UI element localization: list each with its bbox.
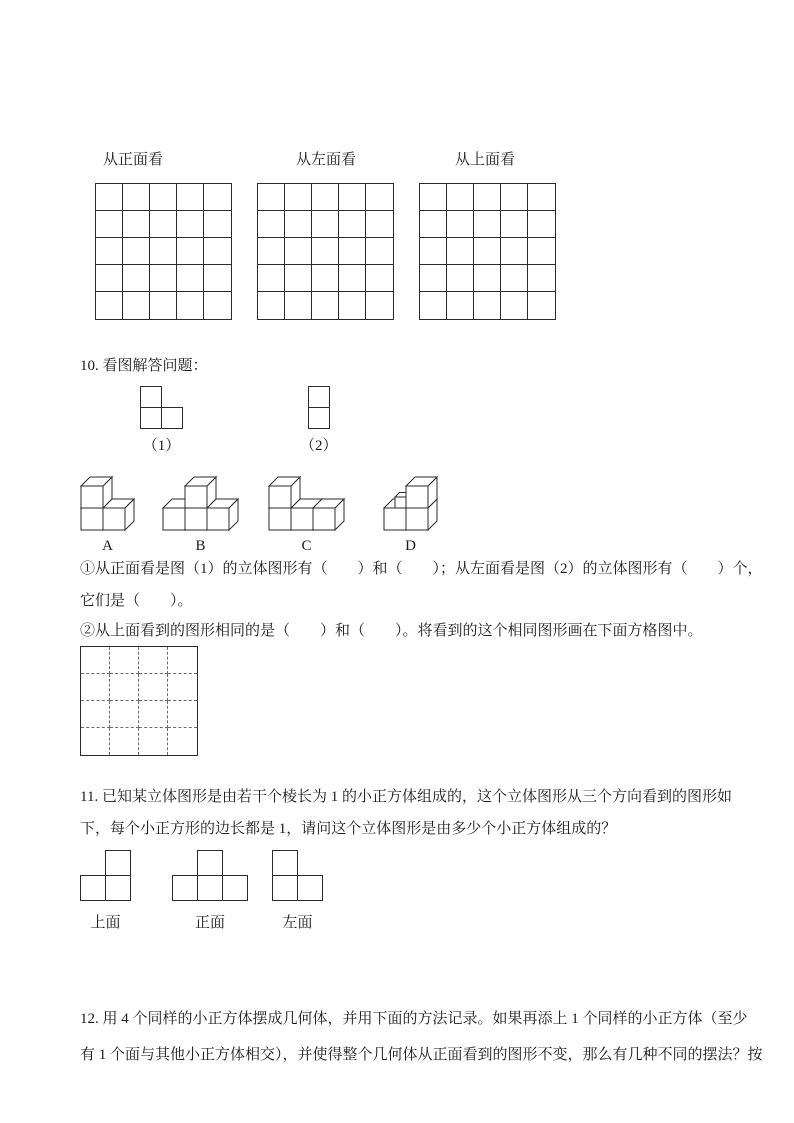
view-left — [272, 850, 323, 932]
question-12-line1: 12. 用 4 个同样的小正方体摆成几何体，并用下面的方法记录。如果再添上 1 个同样的小正方体（至少 — [80, 1011, 748, 1027]
solid-figure-a-label: A — [102, 538, 113, 554]
solid-figure-d-label: D — [405, 538, 416, 554]
solid-figure-a — [80, 476, 135, 555]
left-view-grid — [257, 183, 394, 320]
view-left-label: 左面 — [282, 915, 313, 931]
flat-shape-1-label: （1） — [142, 438, 181, 454]
flat-shape-2-drawing — [308, 386, 330, 429]
solid-figure-d-drawing — [383, 476, 438, 536]
question-10-title: 10. 看图解答问题： — [80, 358, 208, 374]
solid-figure-c — [268, 476, 345, 555]
solid-figure-c-label: C — [301, 538, 312, 554]
view-top-label: 上面 — [90, 915, 121, 931]
view-top — [80, 850, 131, 932]
view-front — [172, 850, 248, 932]
solid-figure-b-drawing — [162, 476, 239, 536]
view-top-drawing — [80, 850, 131, 901]
top-view-grid — [419, 183, 556, 320]
question-11-line1: 11. 已知某立体图形是由若干个棱长为 1 的小正方体组成的，这个立体图形从三个方向看到的图形如 — [80, 789, 732, 805]
question-10-sub2-line: ②从上面看到的图形相同的是（ ）和（ ）。将看到的这个相同图形画在下面方格图中。 — [80, 623, 703, 639]
solid-figure-d — [383, 476, 438, 555]
flat-shape-1 — [140, 386, 183, 455]
question-10-sub1-line2: 它们是（ ）。 — [80, 593, 193, 609]
question-10-sub1-line1: ①从正面看是图（1）的立体图形有（ ）和（ ）；从左面看是图（2）的立体图形有（ ）个， — [80, 561, 763, 577]
view-front-label: 正面 — [194, 915, 225, 931]
flat-shape-1-drawing — [140, 386, 183, 429]
question-11-line2: 下，每个小正方形的边长都是 1，请问这个立体图形是由多少个小正方体组成的？ — [80, 821, 617, 837]
front-view-label: 从正面看 — [103, 152, 164, 168]
solid-figure-c-drawing — [268, 476, 345, 536]
front-view-grid — [95, 183, 232, 320]
flat-shape-2 — [300, 386, 338, 455]
answer-grid — [80, 646, 198, 756]
solid-figure-a-drawing — [80, 476, 135, 536]
view-left-drawing — [272, 850, 323, 901]
solid-figure-b — [162, 476, 239, 555]
solid-figure-b-label: B — [195, 538, 206, 554]
left-view-label: 从左面看 — [296, 152, 357, 168]
top-view-label: 从上面看 — [455, 152, 516, 168]
view-front-drawing — [172, 850, 248, 901]
question-12-line2: 有 1 个面与其他小正方体相交），并使得整个几何体从正面看到的图形不变，那么有几种不同的摆法？按 — [80, 1047, 763, 1063]
flat-shape-2-label: （2） — [300, 438, 338, 454]
